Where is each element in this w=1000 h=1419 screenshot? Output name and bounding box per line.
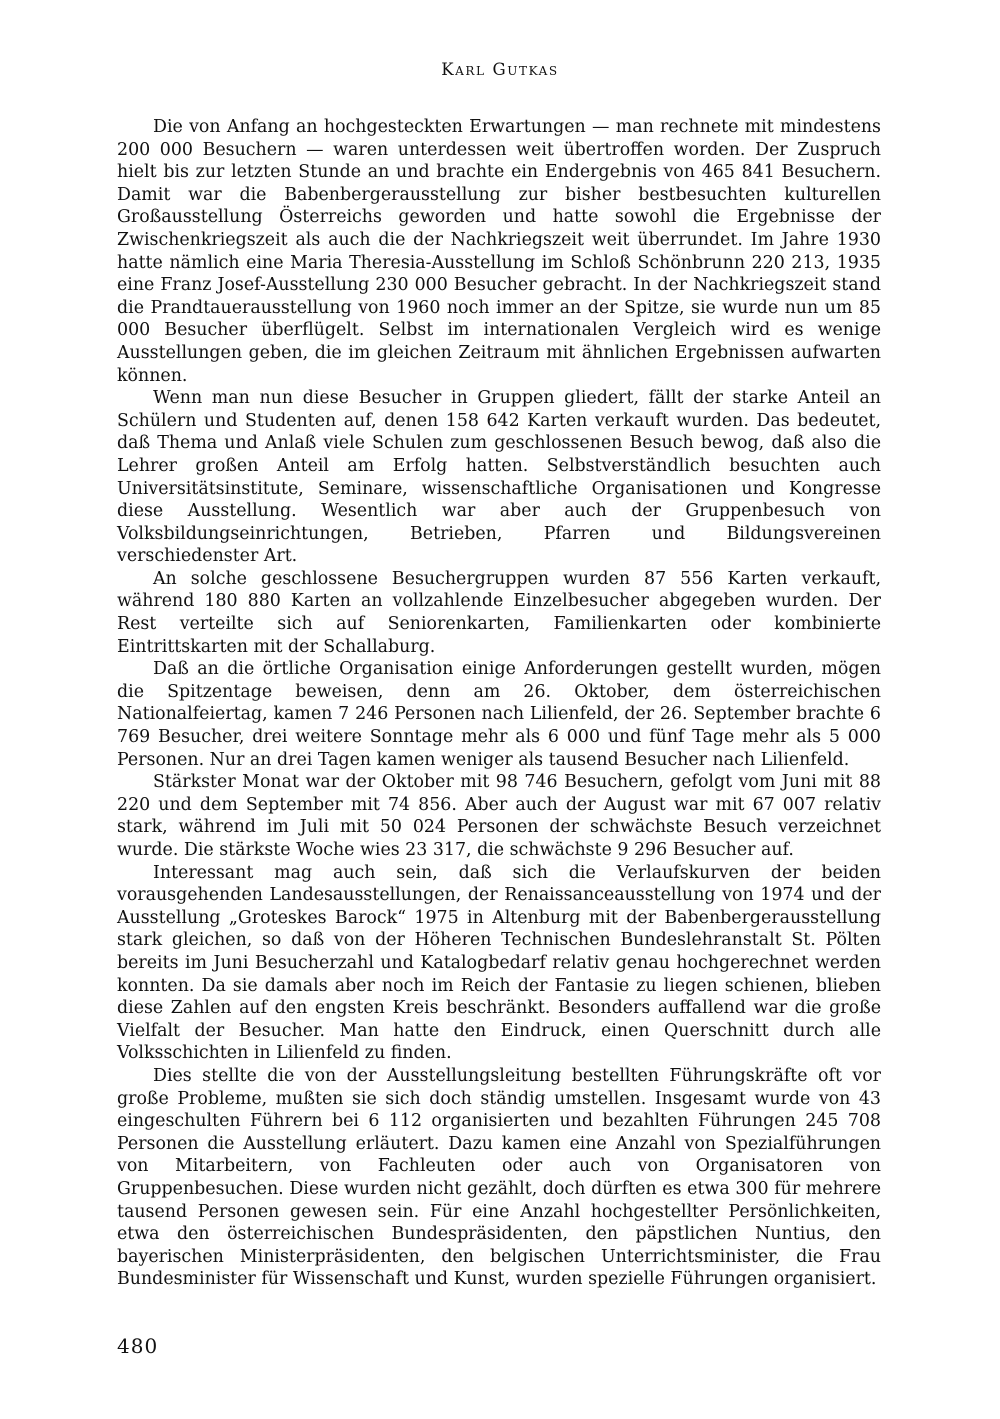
body-text [117,116,881,1291]
page-number: 480 [117,1334,159,1358]
paragraph-2: Wenn man nun diese Besucher in Gruppen gliedert, fällt der starke Anteil an Schülern und Studenten auf, denen 158 642 Karten verkauft wurden. Das bedeutet, daß Thema und Anlaß viele Schulen zum geschlossenen Besuch bewog, daß also die Lehrer großen Anteil am Erfolg hatten. Selbstverständlich besuchten auch Universitätsinstitute, Seminare, wissenschaftliche Organisationen und Kongresse diese Ausstellung. Wesentlich war aber auch der Gruppenbesuch von Volksbildungseinrichtungen, Betrieben, Pfarren und Bildungsvereinen verschiedenster Art. [117,388,881,567]
paragraph-6: Interessant mag auch sein, daß sich die Verlaufskurven der beiden vorausgehenden Landesausstellungen, der Renaissanceausstellung von 1974 und der Ausstellung „Groteskes Barock“ 1975 in Altenburg mit der Babenbergerausstellung stark gleichen, so daß von der Höheren Technischen Bundeslehranstalt St. Pölten bereits im Juni Besucherzahl und Katalogbedarf relativ genau hochgerechnet werden konnten. Da sie damals aber noch im Reich der Fantasie zu liegen schienen, blieben diese Zahlen auf den engsten Kreis beschränkt. Besonders auffallend war die große Vielfalt der Besucher. Man hatte den Eindruck, einen Querschnitt durch alle Volksschichten in Lilienfeld zu finden. [117,862,881,1064]
paragraph-1: Die von Anfang an hochgesteckten Erwartungen — man rechnete mit mindestens 200 000 Besuchern — waren unterdessen weit übertroffen worden. Der Zuspruch hielt bis zur letzten Stunde an und brachte ein Endergebnis von 465 841 Besuchern. Damit war die Babenbergerausstellung zur bisher bestbesuchten kulturellen Großausstellung Österreichs geworden und hatte sowohl die Ergebnisse der Zwischenkriegszeit als auch die der Nachkriegszeit weit überrundet. Im Jahre 1930 hatte nämlich eine Maria Theresia-Ausstellung im Schloß Schönbrunn 220 213, 1935 eine Franz Josef-Ausstellung 230 000 Besucher gebracht. In der Nachkriegszeit stand die Prandtauerausstellung von 1960 noch immer an der Spitze, sie wurde nun um 85 000 Besucher überflügelt. Selbst im internationalen Vergleich wird es wenige Ausstellungen geben, die im gleichen Zeitraum mit ähnlichen Ergebnissen aufwarten können. [117,117,881,386]
running-head-author: Karl Gutkas [441,60,559,79]
paragraph-7: Dies stellte die von der Ausstellungsleitung bestellten Führungskräfte oft vor große Probleme, mußten sie sich doch ständig umstellen. Insgesamt wurde von 43 eingeschulten Führern bei 6 112 organisierten und bezahlten Führungen 245 708 Personen die Ausstellung erläutert. Dazu kamen eine Anzahl von Spezialführungen von Mitarbeitern, von Fachleuten oder auch von Organisatoren von Gruppenbesuchen. Diese wurden nicht gezählt, doch dürften es etwa 300 für mehrere tausend Personen gewesen sein. Für eine Anzahl hochgestellter Persönlichkeiten, etwa den österreichischen Bundespräsidenten, den päpstlichen Nuntius, den bayerischen Ministerpräsidenten, den belgischen Unterrichtsminister, die Frau Bundesminister für Wissenschaft und Kunst, wurden spezielle Führungen organisiert. [117,1065,881,1290]
paragraph-3: An solche geschlossene Besuchergruppen wurden 87 556 Karten verkauft, während 180 880 Karten an vollzahlende Einzelbesucher abgegeben wurden. Der Rest verteilte sich auf Seniorenkarten, Familienkarten oder kombinierte Eintrittskarten mit der Schallaburg. [117,568,881,657]
paragraph-4: Daß an die örtliche Organisation einige Anforderungen gestellt wurden, mögen die Spitzentage beweisen, denn am 26. Oktober, dem österreichischen Nationalfeiertag, kamen 7 246 Personen nach Lilienfeld, der 26. September brachte 6 769 Besucher, drei weitere Sonntage mehr als 6 000 und fünf Tage mehr als 5 000 Personen. Nur an drei Tagen kamen weniger als tausend Besucher nach Lilienfeld. [117,659,881,770]
paragraph-5: Stärkster Monat war der Oktober mit 98 746 Besuchern, gefolgt vom Juni mit 88 220 und dem September mit 74 856. Aber auch der August war mit 67 007 relativ stark, während im Juli mit 50 024 Personen der schwächste Besuch verzeichnet wurde. Die stärkste Woche wies 23 317, die schwächste 9 296 Besucher auf. [117,772,881,860]
